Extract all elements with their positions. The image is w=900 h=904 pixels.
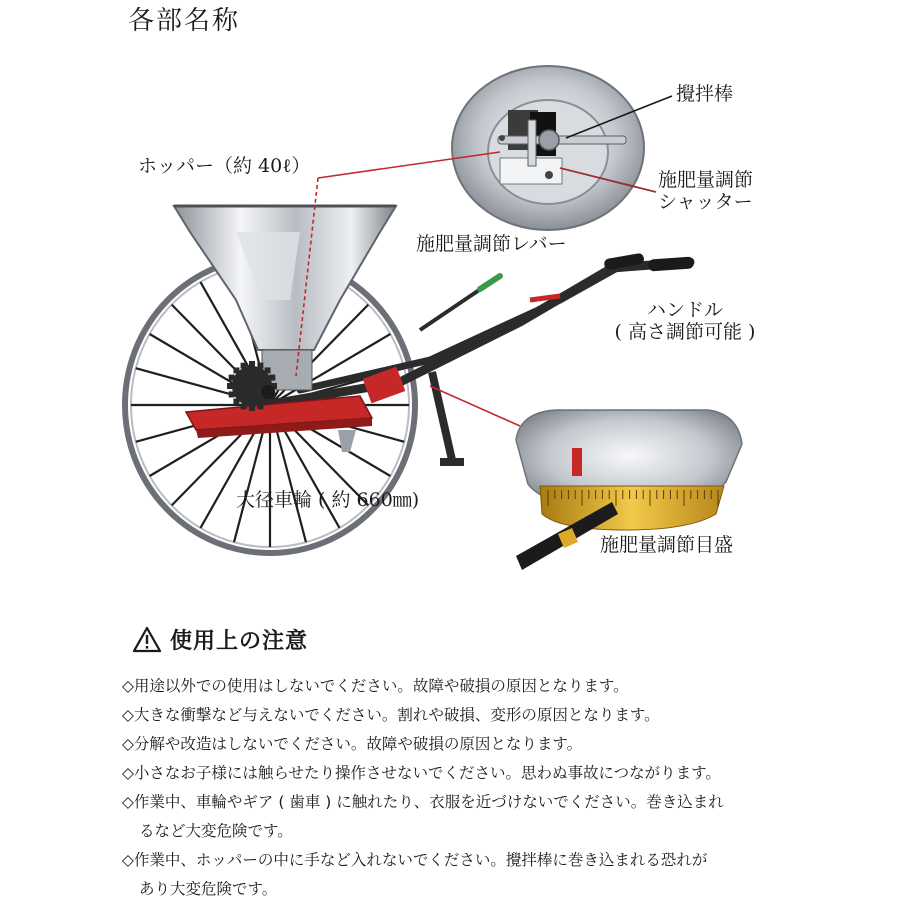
caution-text: ◇作業中、車輪やギア ( 歯車 ) に触れたり、衣服を近づけないでください。巻き込まれ [122,793,724,811]
handle-label-line1: ハンドル [646,299,723,321]
gear-tooth [265,367,271,373]
caution-item [122,846,812,904]
gear-tooth [227,383,233,389]
handle-label [600,300,770,344]
scale-label: 施肥量調節目盛 [600,534,734,556]
wheel-label: 大径車輪 ( 約 660㎜) [236,489,420,511]
caution-item [122,701,812,730]
gear-tooth [229,391,235,397]
gear-tooth [249,361,255,367]
lever-label: 施肥量調節レバー [416,233,567,255]
shutter-label-line1: 施肥量調節 [658,169,754,191]
gear-tooth [241,403,247,409]
page-title: 各部名称 [128,6,241,36]
caution-text: ◇分解や改造はしないでください。故障や破損の原因となります。 [122,735,583,753]
caution-item [122,672,812,701]
gear-tooth [233,367,239,373]
gear-tooth [269,375,275,381]
stirrer-label: 攪拌棒 [676,83,734,105]
gear-tooth [249,405,255,411]
caution-text-cont: るなど大変危険です。 [139,822,293,840]
hopper-label: ホッパー（約 40ℓ） [138,155,311,177]
gear-tooth [233,399,239,405]
caution-text: ◇作業中、ホッパーの中に手など入れないでください。攪拌棒に巻き込まれる恐れが [122,851,708,869]
caution-item [122,788,812,846]
shutter-label [658,170,753,214]
caution-item [122,730,812,759]
caution-text: ◇用途以外での使用はしないでください。故障や破損の原因となります。 [122,677,629,695]
agitator-detail-photo [452,66,644,230]
handle-label-line2: ( 高さ調節可能 ) [614,320,756,343]
shutter-label-line2: シャッター [658,190,753,213]
caution-item [122,759,812,788]
warning-triangle-icon [132,626,162,653]
gear-tooth [257,363,263,369]
caution-list [122,672,812,904]
caution-text-cont: あり大変危険です。 [139,880,278,898]
gear-tooth [229,375,235,381]
gear-tooth [241,363,247,369]
gear-tooth [265,399,271,405]
warning-heading [132,624,308,655]
caution-text: ◇小さなお子様には触らせたり操作させないでください。思わぬ事故につながります。 [122,764,721,782]
gear-tooth [257,403,263,409]
warning-title: 使用上の注意 [170,628,309,654]
caution-text: ◇大きな衝撃など与えないでください。割れや破損、変形の原因となります。 [122,706,660,724]
